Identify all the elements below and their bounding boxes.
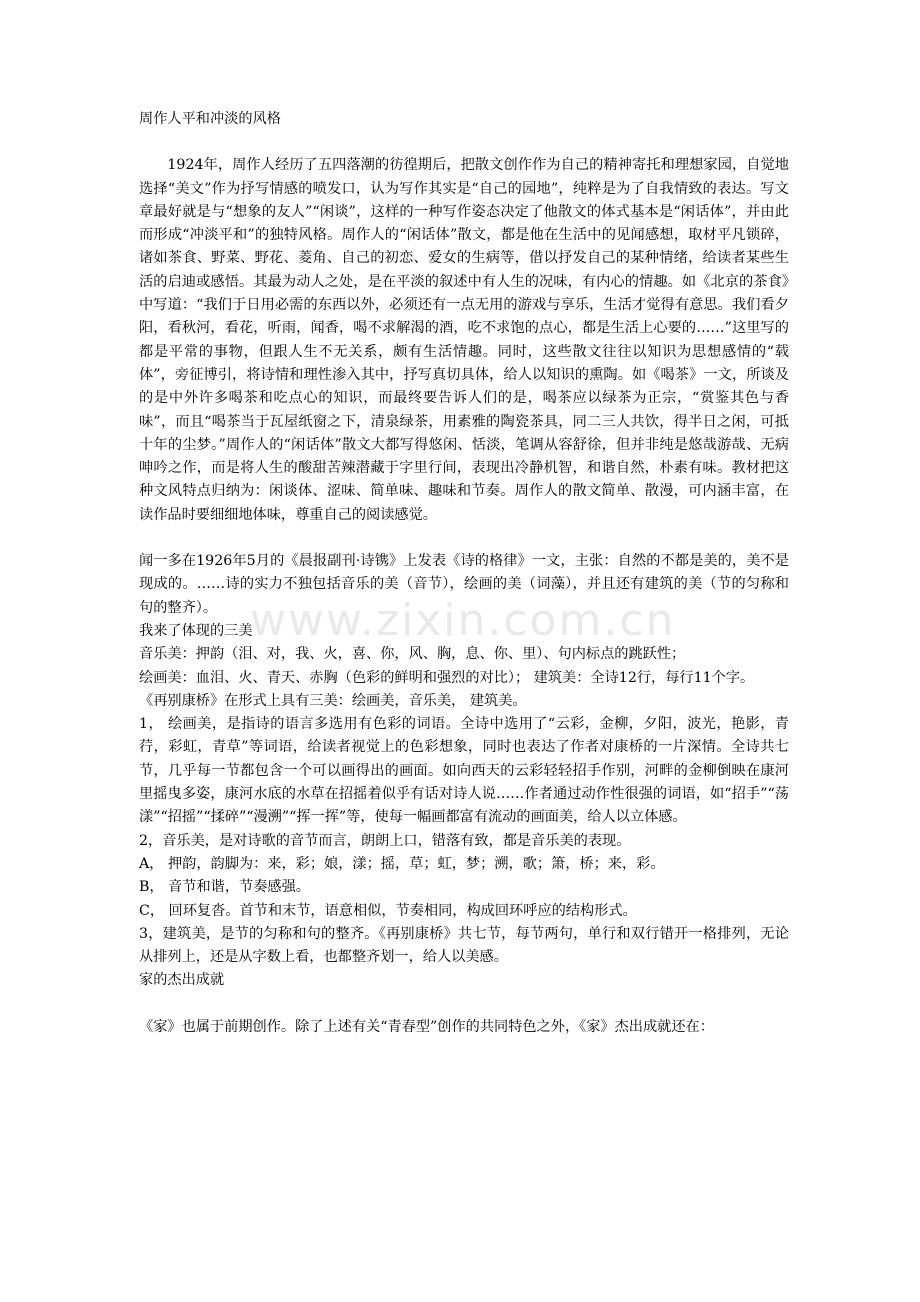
- document-page: [139, 108, 789, 1039]
- list-item-2c: C， 回环复沓。首节和末节，语意相似，节奏相同，构成回环呼应的结构形式。: [139, 902, 637, 919]
- section-title: 周作人平和冲淡的风格: [139, 111, 281, 127]
- line-jia-achievement: 家的杰出成就: [139, 972, 225, 989]
- line-music-beauty: 音乐美：押韵（泪、对，我、火，喜、你，风、胸，息、你、里）、句内标点的跳跃性；: [139, 646, 686, 663]
- paragraph-wen-yiduo: 闻一多在1926年5月的《晨报副刊·诗镌》上发表《诗的格律》一文，主张：自然的不都是美的，美不是现成的。……诗的实力不独包括音乐的美（音节），绘画的美（词藻），并且还有建筑的美（节的匀称和句的整齐）。: [139, 553, 789, 616]
- spacer: [139, 131, 789, 154]
- list-item-1: 1， 绘画美，是指诗的语言多选用有色彩的词语。全诗中选用了“云彩，金柳，夕阳，波光，艳影，青荇，彩虹，青草”等词语，给读者视觉上的色彩想象，同时也表达了作者对康桥的一片深情。全诗共七节，几乎每一节都包含一个可以画得出的画面。如向西天的云彩轻轻招手作别，河畔的金柳倒映在康河里摇曳多姿，康河水底的水草在招摇着似乎有话对诗人说……作者通过动作性很强的词语，如“招手”“荡漾”“招摇”“揉碎”“漫溯”“挥一挥”等，使每一幅画都富有流动的画面美，给人以立体感。: [139, 716, 789, 826]
- spacer: [139, 527, 789, 550]
- list-item-2a: A， 押韵，韵脚为：来，彩；娘，漾；摇，草；虹，梦；溯，歌；箫，桥；来，彩。: [139, 855, 665, 872]
- line-painting-beauty: 绘画美：血泪、火、青天、赤胸（色彩的鲜明和强烈的对比）； 建筑美：全诗12行，每行11个字。: [139, 669, 755, 686]
- paragraph-jia: 《家》也属于前期创作。除了上述有关“青春型”创作的共同特色之外，《家》杰出成就还在：: [139, 1018, 714, 1035]
- list-item-3: 3，建筑美，是节的匀称和句的整齐。《再别康桥》共七节，每节两句，单行和双行错开一格排列，无论从排列上，还是从字数上看，也都整齐划一，给人以美感。: [139, 925, 789, 966]
- list-item-2b: B， 音节和谐，节奏感强。: [139, 879, 310, 896]
- line-kangqiao-three-beauties: 《再别康桥》在形式上具有三美：绘画美，音乐美， 建筑美。: [139, 692, 527, 709]
- watermark: www.zixin.com.cn: [250, 595, 676, 646]
- list-item-2: 2，音乐美，是对诗歌的音节而言，朗朗上口，错落有致，都是音乐美的表现。: [139, 832, 631, 849]
- paragraph-zhou-zuoren: 1924年，周作人经历了五四落潮的彷徨期后，把散文创作作为自己的精神寄托和理想家园，自觉地选择“美文”作为抒写情感的喷发口，认为写作其实是“自己的园地”，纯粹是为了自我情致的表达。写文章最好就是与“想象的友人”“闲谈”，这样的一种写作姿态决定了他散文的体式基本是“闲话体”，并由此而形成“冲淡平和”的独特风格。周作人的“闲话体”散文，都是他在生活中的见闻感想，取材平凡锁碎，诸如茶食、野菜、野花、菱角、自己的初恋、爱女的生病等，借以抒发自己的某种情绪，给读者某些生活的启迪或感悟。其最为动人之处，是在平淡的叙述中有人生的况味，有内心的情趣。如《北京的茶食》中写道：“我们于日用必需的东西以外，必须还有一点无用的游戏与享乐，生活才觉得有意思。我们看夕阳，看秋河，看花，听雨，闻香，喝不求解渴的酒，吃不求饱的点心，都是生活上心要的……”这里写的都是平常的事物，但跟人生不无关系，颇有生活情趣。同时，这些散文往往以知识为思想感情的“载体”，旁征博引，将诗情和理性渗入其中，抒写真切具体，给人以知识的熏陶。如《喝茶》一文，所谈及的是中外许多喝茶和吃点心的知识，而最终要告诉人们的是，喝茶应以绿茶为正宗，“赏鉴其色与香味”，而且“喝茶当于瓦屋纸窗之下，清泉绿茶，用素雅的陶瓷茶具，同二三人共饮，得半日之闲，可抵十年的尘梦。”周作人的“闲话体”散文大都写得悠闲、恬淡，笔调从容舒徐，但并非纯是悠哉游哉、无病呻吟之作，而是将人生的酸甜苦辣潜藏于字里行间，表现出冷静机智，和谐自然，朴素有味。教材把这种文风特点归纳为：闲谈体、涩味、简单味、趣味和节奏。周作人的散文简单、散漫，可内涵丰富，在读作品时要细细地体味，尊重自己的阅读感觉。: [139, 157, 789, 523]
- spacer: [139, 993, 789, 1016]
- line-wo-lai-le: 我来了体现的三美: [139, 622, 253, 639]
